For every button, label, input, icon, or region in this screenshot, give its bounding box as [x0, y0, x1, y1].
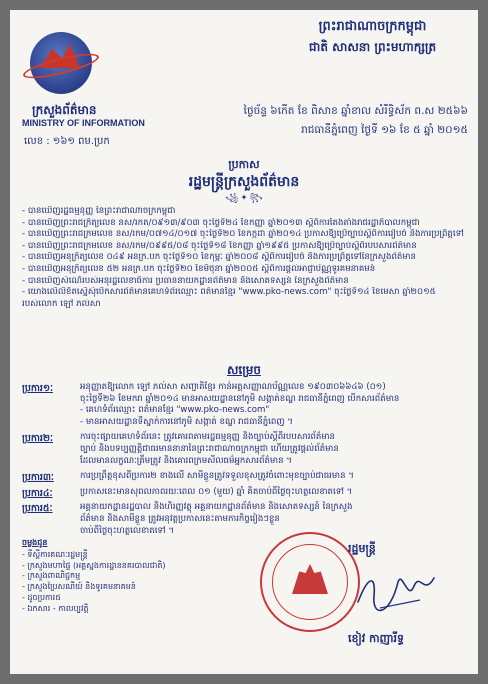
recital-line: - បានឃើញព្រះរាជក្រមលេខ នស/រកម/០៩៩៥/០៨ ចុះថ្ងៃទី១៨ ខែកញ្ញា ឆ្នាំ១៩៩៥ ប្រកាសឱ្យប្រើច្បាប់ស្តីពីរបបសារព័ត៌មាន: [22, 240, 417, 251]
article-body: [80, 382, 468, 428]
article-line: ការប្រព្រឹត្តខុសពីប្រការ២ ខាងលើ សាមីខ្លួនត្រូវទទួលខុសត្រូវចំពោះមុខច្បាប់ជាធរមាន ។: [80, 471, 354, 482]
decision-heading: សម្រេច: [226, 363, 262, 377]
article-body: [80, 471, 468, 483]
recipient-item: - ក្រសួងពាណិជ្ជកម្ម: [22, 571, 81, 581]
document-page: [10, 10, 478, 674]
recital-line: - យោងលើលិខិតស្នើសុំបើកសារព័ត៌មានគេហទំព័រឈ្មោះ ពត៌មានខ្មែរ "www.pko-news.com" ចុះថ្ងៃទី១៤ ខែមេសា ឆ្នាំ២០១៥: [22, 287, 436, 298]
ministry-name-khmer: ក្រសួងព័ត៌មាន: [32, 103, 97, 117]
article-line: ព័ត៌មាន និងសាមីខ្លួន ត្រូវអនុវត្តប្រកាសនេះតាមភារកិច្ចរៀងៗខ្លួន: [80, 513, 280, 524]
article-line: អគ្គនាយកដ្ឋានរដ្ឋបាល និងហិរញ្ញវត្ថុ អគ្គនាយកដ្ឋានព័ត៌មាន និងសោតទស្សន៍ នៃក្រសួង: [80, 502, 353, 513]
logo-orbit-ring: [21, 49, 101, 83]
article-2: [22, 432, 468, 467]
recital-line: - បានឃើញព្រះរាជក្រឹត្យលេខ នស/រកត/០៩១៣/៩០៣ ចុះថ្ងៃទី២៤ ខែកញ្ញា ឆ្នាំ២០១៣ ស្តីពីការតែងតាំងរាជរដ្ឋាភិបាលកម្ពុជា: [22, 217, 420, 228]
article-label: ប្រការ៤ៈ: [22, 487, 53, 499]
kingdom-heading: ព្រះរាជាណាចក្រកម្ពុជា: [318, 19, 427, 34]
ministry-logo: [30, 32, 92, 94]
article-label: ប្រការ៥ៈ: [22, 503, 53, 515]
handwritten-signature: [350, 556, 440, 626]
solar-date: រាជធានីភ្នំពេញ ថ្ងៃទី ១៦ ខែ ៥ ឆ្នាំ ២០១៥: [301, 124, 468, 136]
article-line: - មានអាសយដ្ឋានទីស្នាក់ការនៅភូមិ សង្កាត់ ខណ្ឌ រាជធានីភ្នំពេញ ។: [80, 416, 293, 427]
article-line: ចុះថ្ងៃទី២៦ ខែមករា ឆ្នាំ២០១៤ មានអាសយដ្ឋាននៅភូមិ សង្កាត់ខណ្ឌ រាជធានីភ្នំពេញ បើកសារព័ត៌មាន: [80, 393, 400, 404]
ornamental-divider: ꧁ ✦ ꧂: [225, 193, 263, 202]
article-1: [22, 382, 468, 428]
article-line: ច្បាប់ និងបទប្បញ្ញត្តិជាធរមាននានានៃព្រះរាជាណាចក្រកម្ពុជា ហើយត្រូវផ្តល់ព័ត៌មាន: [80, 443, 339, 454]
article-label: ប្រការ៣ៈ: [22, 472, 54, 484]
date-block: [228, 102, 468, 140]
lunar-date: ថ្ងៃច័ន្ទ ៦កើត ខែ ពិសាខ ឆ្នាំខាល សំរឹទ្ធិស័ក ព.ស ២៥៦៦: [243, 105, 468, 117]
recital-line: - បានឃើញរដ្ឋធម្មនុញ្ញ នៃព្រះរាជាណាចក្រកម្ពុជា: [22, 206, 176, 216]
article-line: អនុញ្ញាតឱ្យលោក ឡៅ ភល់សា សញ្ជាតិខ្មែរ កាន់អត្តសញ្ញាណប័ណ្ណលេខ ១៩០៣០៦៦៤៦ (០១): [80, 382, 386, 392]
recitals-list: [22, 206, 468, 310]
article-body: [80, 487, 468, 499]
article-5: [22, 502, 468, 537]
article-line: ដែលមានលក្ខណៈត្រឹមត្រូវ និងគោរពក្រមសីលធម៌អ្នកសារព័ត៌មាន ។: [80, 455, 292, 466]
article-line: - គេហទំព័រឈ្មោះ ពត៌មានខ្មែរ "www.pko-news.com": [80, 405, 270, 416]
official-seal: [260, 532, 360, 632]
recital-line: របស់លោក ឡៅ ភល់សា: [22, 298, 101, 309]
recital-line: - បានឃើញសំណើរបស់អនុរដ្ឋលេខាធិការ ប្រធាននាយកដ្ឋានព័ត៌មាន និងសោតទស្សន៍ នៃក្រសួងព័ត៌មាន: [22, 275, 349, 286]
recipient-item: - ឯកសារ - កាលប្បវត្តិ: [22, 603, 89, 613]
recital-line: - បានឃើញព្រះរាជក្រមលេខ នស/រកម/០៧១៤/០១៧ ចុះថ្ងៃទី២០ ខែកក្កដា ឆ្នាំ២០១៤ ប្រកាសឱ្យប្រើច្បាប់ស្តីពីការរៀបចំ និងការប្រព្រឹត្តទៅ: [22, 229, 464, 240]
article-line: ការចុះផ្សាយគេហទំព័រនេះ ត្រូវគោរពតាមរដ្ឋធម្មនុញ្ញ និងច្បាប់ស្តីពីរបបសារព័ត៌មាន: [80, 432, 336, 443]
document-title: រដ្ឋមន្ត្រីក្រសួងព័ត៌មាន: [188, 174, 300, 190]
signatory-title: រដ្ឋមន្ត្រី: [348, 542, 376, 555]
article-line: ប្រកាសនេះមានសុពលភាពរយៈពេល ០១ (មួយ) ឆ្នាំ គិតចាប់ពីថ្ងៃចុះហត្ថលេខាតទៅ ។: [80, 486, 353, 497]
national-motto: ជាតិ សាសនា ព្រះមហាក្សត្រ: [308, 40, 437, 54]
recipient-item: - ដូចប្រការ៥: [22, 592, 61, 602]
recipient-item: - ក្រសួងប្រៃសណីយ៍ និងទូរគមនាគមន៍: [22, 582, 136, 592]
article-line: ចាប់ពីថ្ងៃចុះហត្ថលេខាតទៅ ។: [80, 525, 174, 536]
recipients-title: ចម្លងជូន: [22, 538, 48, 547]
ministry-name-english: MINISTRY OF INFORMATION: [22, 118, 145, 128]
articles-section: [22, 382, 468, 541]
article-label: ប្រការ១ៈ: [22, 383, 54, 394]
article-4: [22, 487, 468, 499]
recipient-item: - ក្រសួងមហាផ្ទៃ (អគ្គស្នងការដ្ឋាននគរបាលជាតិ): [22, 560, 166, 570]
recipient-item: - ទីស្តីការគណៈរដ្ឋមន្ត្រី: [22, 549, 88, 559]
reference-number: លេខ : ១៦១ ពម.ប្រក: [24, 136, 110, 147]
recital-line: - បានឃើញអនុក្រឹត្យលេខ ០៤៩ អនក្រ.បក ចុះថ្ងៃទី១០ ខែកុម្ភៈ ឆ្នាំ២០០៨ ស្តីពីការរៀបចំ និងការប្រព្រឹត្តទៅនៃក្រសួងព័ត៌មាន: [22, 252, 416, 263]
recital-line: - បានឃើញអនុក្រឹត្យលេខ ៥២ អនក្រ.បក ចុះថ្ងៃទី២០ ខែមិថុនា ឆ្នាំ២០០៥ ស្តីពីការផ្តល់អាជ្ញាប័ណ្ណទូរគមនាគមន៍: [22, 263, 376, 274]
document-type: ប្រកាស: [228, 158, 260, 171]
article-body: [80, 502, 468, 537]
recipients-list: [22, 538, 202, 615]
article-3: [22, 471, 468, 483]
article-label: ប្រការ២ៈ: [22, 433, 54, 445]
signer-name: ខៀវ កាញារីទ្ធ: [348, 632, 404, 645]
article-body: [80, 432, 468, 467]
